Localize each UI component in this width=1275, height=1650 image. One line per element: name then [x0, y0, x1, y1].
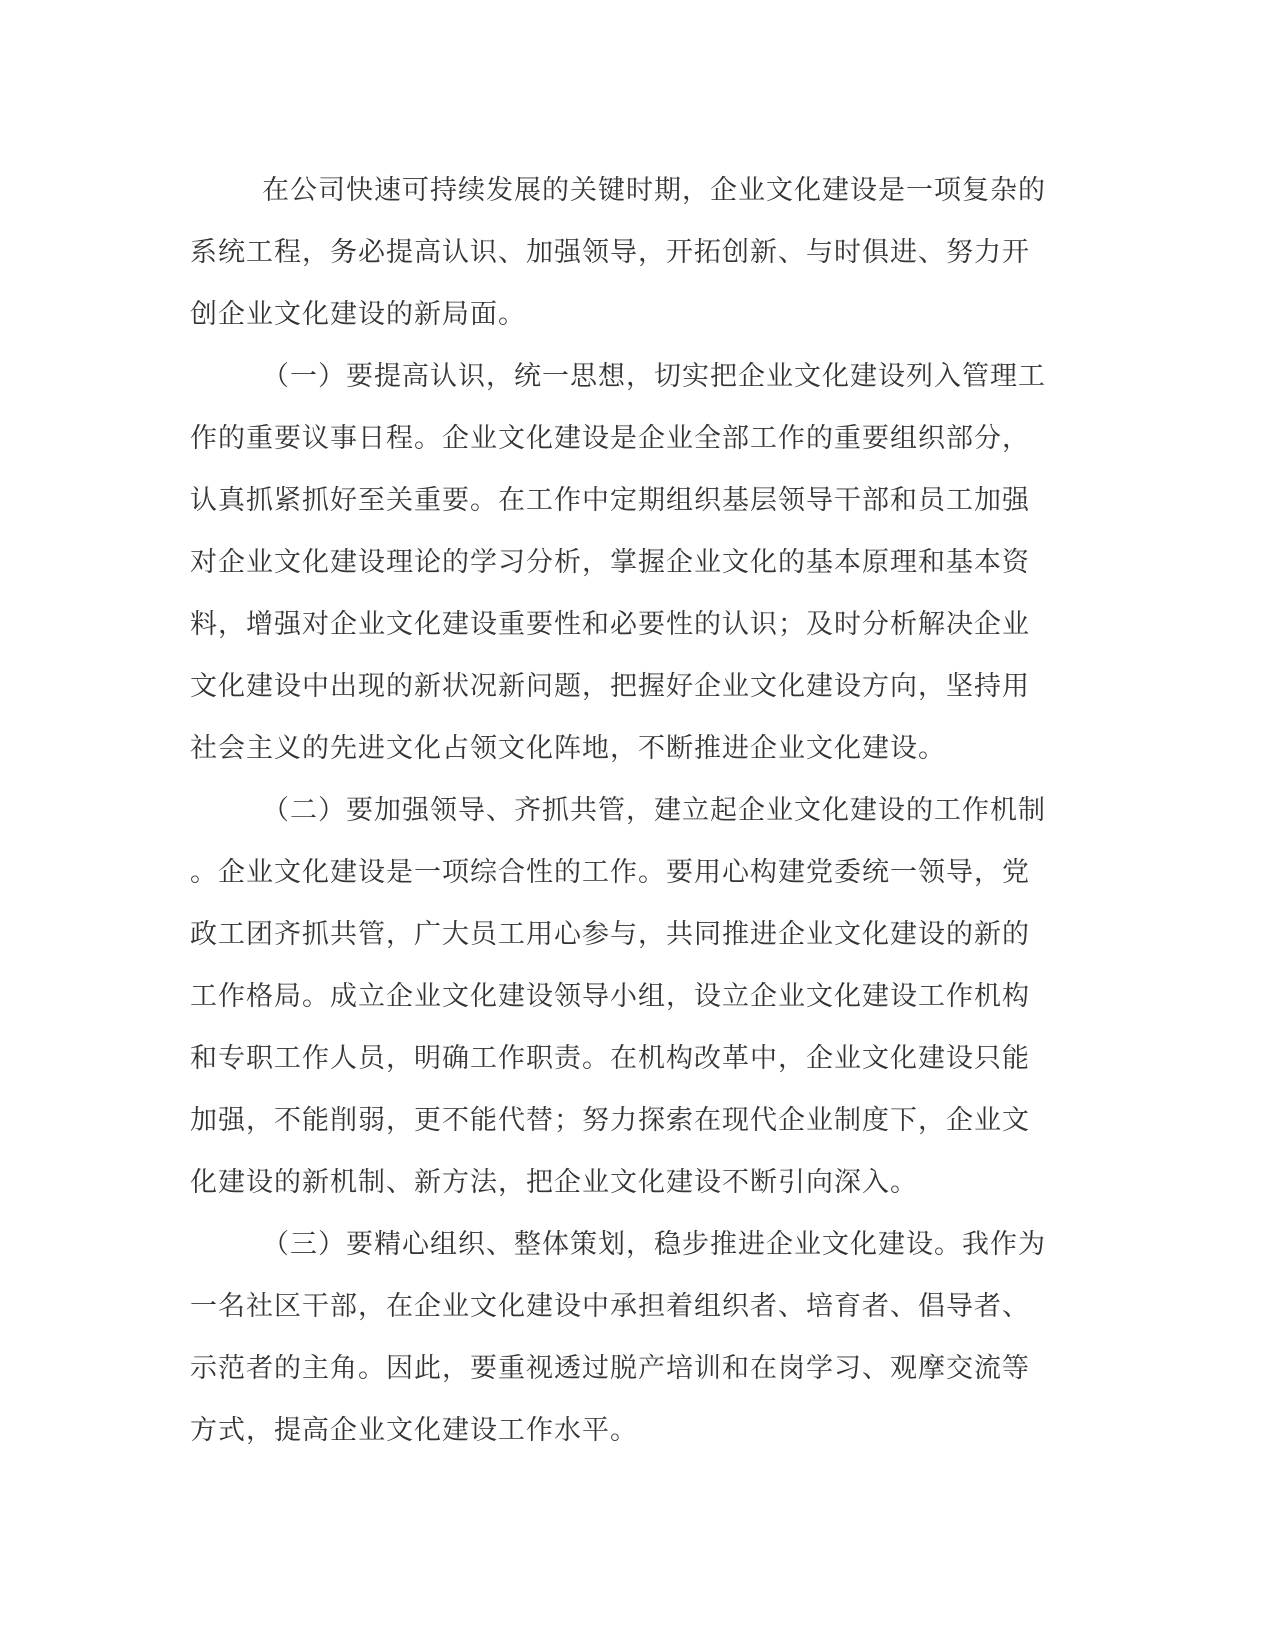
text-line: 在公司快速可持续发展的关键时期，企业文化建设是一项复杂的 [262, 175, 1046, 206]
paragraph-section-1 [190, 346, 1090, 780]
text-line: 工作格局。成立企业文化建设领导小组，设立企业文化建设工作机构 [190, 981, 1030, 1012]
text-line: 创企业文化建设的新局面。 [190, 299, 526, 330]
text-line: 认真抓紧抓好至关重要。在工作中定期组织基层领导干部和员工加强 [190, 485, 1030, 516]
text-line: （二）要加强领导、齐抓共管，建立起企业文化建设的工作机制 [262, 795, 1046, 826]
text-line: 社会主义的先进文化占领文化阵地，不断推进企业文化建设。 [190, 733, 946, 764]
document-body [190, 160, 1090, 1462]
paragraph-section-2 [190, 780, 1090, 1214]
text-line: 。企业文化建设是一项综合性的工作。要用心构建党委统一领导，党 [190, 857, 1030, 888]
text-line: 系统工程，务必提高认识、加强领导，开拓创新、与时俱进、努力开 [190, 237, 1030, 268]
text-line: 政工团齐抓共管，广大员工用心参与，共同推进企业文化建设的新的 [190, 919, 1030, 950]
text-line: 化建设的新机制、新方法，把企业文化建设不断引向深入。 [190, 1167, 918, 1198]
text-line: （一）要提高认识，统一思想，切实把企业文化建设列入管理工 [262, 361, 1046, 392]
paragraph-section-3 [190, 1214, 1090, 1462]
text-line: 方式，提高企业文化建设工作水平。 [190, 1415, 638, 1446]
text-line: 一名社区干部，在企业文化建设中承担着组织者、培育者、倡导者、 [190, 1291, 1030, 1322]
paragraph-intro [190, 160, 1090, 346]
text-line: 料，增强对企业文化建设重要性和必要性的认识；及时分析解决企业 [190, 609, 1030, 640]
text-line: （三）要精心组织、整体策划，稳步推进企业文化建设。我作为 [262, 1229, 1046, 1260]
text-line: 文化建设中出现的新状况新问题，把握好企业文化建设方向，坚持用 [190, 671, 1030, 702]
text-line: 加强，不能削弱，更不能代替；努力探索在现代企业制度下，企业文 [190, 1105, 1030, 1136]
text-line: 示范者的主角。因此，要重视透过脱产培训和在岗学习、观摩交流等 [190, 1353, 1030, 1384]
text-line: 对企业文化建设理论的学习分析，掌握企业文化的基本原理和基本资 [190, 547, 1030, 578]
text-line: 和专职工作人员，明确工作职责。在机构改革中，企业文化建设只能 [190, 1043, 1030, 1074]
text-line: 作的重要议事日程。企业文化建设是企业全部工作的重要组织部分， [190, 423, 1030, 454]
